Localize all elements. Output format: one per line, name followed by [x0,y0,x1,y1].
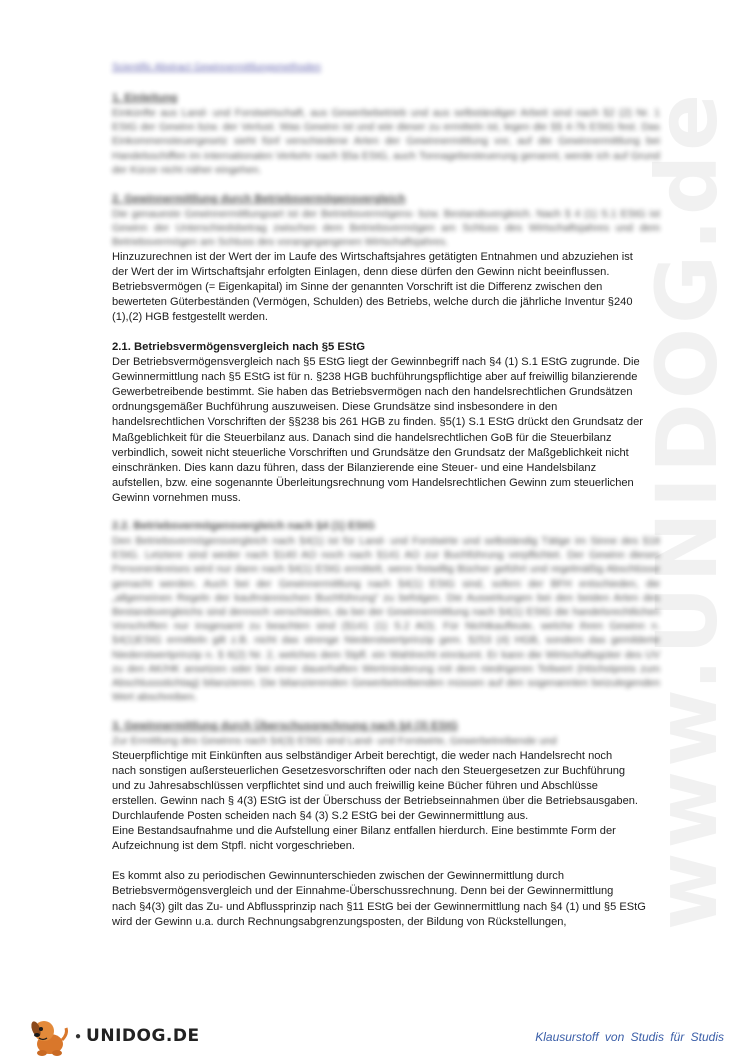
text-line: (1),(2) HGB festgestellt werden. [112,311,268,323]
section-1-heading: 1. Einleitung [112,92,178,104]
text-line: Es kommt also zu periodischen Gewinnunterschieden zwischen der Gewinnermittlung durch [112,870,564,883]
text-line: ordnungsgemäßer Buchführung auszuweisen. Diese Grundsätze sind insbesondere in den [112,401,558,414]
text-line: Maßgeblichkeit für die Steuerbilanz aus. Danach sind die handelsrechtlichen GoB für die Steuerbilanz [112,431,612,444]
text-line: Steuerpflichtige mit Einkünften aus selbständiger Arbeit berechtigt, die weder nach Handelsrecht noch [112,749,613,762]
text-line: und zu Jahresabschlüssen verpflichtet sind und auch freiwillig keine Bücher führen und Abschlüsse [112,779,598,792]
section-1-blurred [112,92,660,177]
watermark-text: www.UNIDOG.de [638,89,737,931]
text-line: handelsrechtlichen Vorschriften der §§238 bis 261 HGB zu finden. §5(1) S.1 EStG drückt den Grundsatz der [112,416,643,429]
logo-text: UNIDOG.DE [86,1026,200,1046]
text-line: wird der Gewinn u.a. durch Rechnungsabgrenzungsposten, der Bildung von Rückstellungen, [112,915,567,928]
text-line: Eine Bestandsaufnahme und die Aufstellung einer Bilanz entfallen hierdurch. Eine bestimmte Form der [112,825,616,838]
text-line: Der Betriebsvermögensvergleich nach §5 EStG liegt der Gewinnbegriff nach §4 (1) S.1 EStG zugrunde. Die [112,356,640,369]
dog-mascot-icon [28,1014,70,1058]
paw-icon: ● [75,1030,82,1042]
footer-slogan: Klausurstoff von Studis für Studis [535,1030,724,1044]
section-2-2-text: Den Betriebsvermögensvergleich nach §4(1) ist für Land- und Forstwirte und selbständig Tätige im Sinne des §18 EStG. Letztere sind weder nach §140 AO noch nach §141 AO zur Buchführung verpflichtet. Der Gewinn dieses Personenkreises wird nur dann nach §4(1) EStG ermittelt, wenn freiwillig Bücher geführt und regelmäßig Abschlüsse gemacht werden. Auch bei der Gewinnermittlung nach §4(1) EStG sind, sofern der BFH entschieden, die „allgemeinen Regeln der kaufmännischen Buchführung“ zu befolgen. Die Auswirkungen bei den beiden Arten des Bestandsvergleichs sind dennoch verschieden, da bei der Gewinnermittlung nach §4(1) EStG die handelsrechtlichen Vorschriften nur insgesamt zu beachten sind (§141 (1) S.2 AO). Für Nichtkaufleute, welche ihren Gewinn n. §4(1)EStG ermitteln gilt z.B. nicht das strenge Niederstwertprinzip gem. §253 (4) HGB, sondern das gemilderte Niederstwertprinzip n. § 6(2) Nr. 2, welches dem Stpfl. ein Wahlrecht einräumt. Er kann die Wirtschaftsgüter des UV zu den AK/HK ansetzen oder bei einer dauerhaften Wertminderung mit dem niedrigeren Teilwert (Höchstpreis zum Abschlussstichtag) bilanzieren. Die bilanzierenden Gewerbetreibenden müssen auf den sogenannten beizulegenden Wert abschreiben. [112,535,660,704]
section-2-2-blurred [112,520,660,704]
section-2-1-body [112,355,660,506]
section-2-2-heading: 2.2. Betriebsvermögensvergleich nach §4 (1) EStG [112,520,375,533]
text-line: einschränken. Dies kann dazu führen, dass der Bilanzierende eine Steuer- und eine Handelsbilanz [112,461,597,474]
text-line: Gewerbetreibende bestimmt. Sie haben das Betriebsvermögen nach den handelsrechtlichen Grundsätzen [112,386,633,399]
unidog-logo [28,1012,200,1060]
section-2-blurred-text: Die genaueste Gewinnermittlungsart ist der Betriebsvermögens- bzw. Bestandsvergleich. Nach § 4 (1) S.1 EStG ist Gewinn der Unterschiedsbetrag zwischen dem Betriebsvermögen am Schluss des Wirtschaftsjahres und dem Betriebsvermögen am Schluss des vorangegangenen Wirtschaftsjahres. [112,208,660,249]
section-2-heading: 2. Gewinnermittlung durch Betriebsvermögensvergleich [112,193,406,206]
section-2-1-heading: 2.1. Betriebsvermögensvergleich nach §5 EStG [112,341,366,354]
document-title-blurred: Scientific Abstract Gewinnermittlungsmethoden [112,62,321,73]
document-body [112,62,660,930]
paragraph-gap [112,854,660,869]
text-line: verbindlich, soweit nicht steuerliche Vorschriften und Grundsätze den Grundsatz der Maßgeblichkeit nicht [112,446,629,459]
text-line: nach §4(3) gilt das Zu- und Abflussprinzip nach §11 EStG bei der Gewinnermittlung nach §4 (1) und §5 EStG [112,900,646,913]
section-2-clear [112,250,660,325]
text-line: Durchlaufende Posten scheiden nach §4 (3) S.2 EStG bei der Gewinnermittlung aus. [112,810,529,823]
text-line: Betriebsvermögen (= Eigenkapital) im Sinne der genannten Vorschrift ist die Differenz zwischen den [112,280,603,293]
text-line: Gewinnermittlung nach §5 EStG ist für n. §238 HGB buchführungspflichtige aber auf freiwillig bilanzierende [112,371,638,384]
text-line: der Wert der im Wirtschaftsjahr erfolgten Einlagen, denn diese dürfen den Gewinn nicht beeinflussen. [112,265,610,278]
text-line: aufstellen, bzw. eine sogenannte Überleitungsrechnung vom Handelsrechtlichen Gewinn zum steuerlichen [112,476,634,489]
section-3-heading: 3. Gewinnermittlung durch Überschussrechnung nach §4 (3) EStG [112,720,458,733]
section-1-text: Einkünfte aus Land- und Forstwirtschaft, aus Gewerbebetrieb und aus selbständiger Arbeit sind nach §2 (2) Nr. 1 EStG der Gewinn bzw. der Verlust. Was Gewinn ist und wie dieser zu ermitteln ist, legen die §§ 4-7k EStG fest. Das Einkommensteuergesetz sieht fünf verschiedene Arten der Gewinnermittlung vor, auf die Gewinnermittlung bei Handelsschiffen im internationalen Verkehr nach §5a EStG, auch Tonnagebesteuerung genannt, werde ich auf Grund der Kürze nicht näher eingehen. [112,107,660,176]
text-line: nach sonstigen außersteuerlichen Gesetzesvorschriften oder nach den Steuergesetzen zur Buchführung [112,764,626,777]
section-3-blurred [112,720,660,748]
text-line: Hinzuzurechnen ist der Wert der im Laufe des Wirtschaftsjahres getätigten Entnahmen und abzuziehen ist [112,250,633,263]
text-line: Betriebsvermögensvergleich und der Einnahme-Überschussrechnung. Denn bei der Gewinnermittlung [112,885,614,898]
text-line: Gewinn vornehmen muss. [112,491,241,504]
section-3-blurred-text: Zur Ermittlung des Gewinns nach §4(3) EStG sind Land- und Forstwirte, Gewerbetreibende und [112,735,557,748]
text-line: bewerteten Güterbeständen (Vermögen, Schulden) des Betriebs, welche durch die jährliche Inventur §240 [112,295,633,308]
text-line: Aufzeichnung ist dem Stpfl. nicht vorgeschrieben. [112,840,355,853]
text-line: erstellen. Gewinn nach § 4(3) EStG ist der Überschuss der Betriebseinnahmen über die Betriebsausgaben. [112,794,639,807]
section-2-blurred [112,193,660,250]
section-3-clear [112,749,660,930]
